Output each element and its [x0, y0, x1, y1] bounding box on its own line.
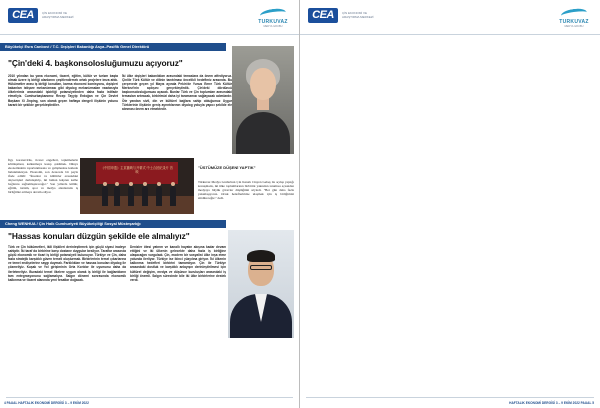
article1-title: "Çin'deki 4. başkonsolosluğumuzu açıyoruz" — [8, 58, 183, 68]
article1-body-column-1: İlgi, koranavirüs, ticaret engelleri, tepkimelerin kötüleşmesi, kalkınmaya kazıp çekilmek. Dünya ekonomisinin toparlanmasına ve gelişmesine katkıda bulunmaktayız. Ekonomi, son derecede bir payla ifade edildi: "İnsanlar ve kültürler arasındaki alışverişleri derinleştirip, iki halkın kalpten kalbe bağlarını sağlamlaştıracağız." Son yıllarda kültür, eğitim, turizm, spor ve medya alanlarında iş birliğimiz artmaya devam ediyor. — [8, 158, 78, 195]
turkuvaz-subtitle-right: MEDYA GRUBU — [564, 25, 584, 28]
article1-subheading: "ÜSTÜMÜZE DÜŞENİ YAPTIK" — [198, 165, 256, 170]
article2-column-2: Denizler ötesi yatırım ve kanallı hayatın akışına kadar devam ettiğini ve iki ülkenin gelecekte daha fazla iş birliğine ulaşacağını vurguladı. Çin, modern bir sosyalist ülke inşa etme yolunda ilerliyor. Türkiye ise ikinci yüzyılına giriyor. İki ülkenin kalkınma hedefleri birbirini tamamlıyor. Çin ile Türkiye arasındaki dostluk ve karşılıklı anlayışın derinleştirilmesi için kültürel değişim, medya ve düşünce kuruluşları arasındaki iş birliği önemli. Salgın sürecinde bile iki ülke birbirlerine destek verdi. — [130, 245, 226, 282]
article2-title: "Hassas konuları düzgün şekilde ele almalıyız" — [8, 231, 190, 241]
article1-event-photo — [80, 158, 194, 214]
header-divider-right — [300, 34, 600, 35]
turkuvaz-name: TURKUVAZ — [258, 19, 288, 25]
article1-portrait-photo — [232, 46, 294, 154]
turkuvaz-logo — [255, 9, 291, 28]
cea-logo — [8, 8, 76, 23]
article2-column-1: Türk ve Çin hükümetleri, ikili ilişkileri derinleştirmek için güçlü siyasi iradeye sahiptir. İki taraf da birbirine karşı dostane duygular besliyor. Taraflar arasında güçlü ekonomik ve ticari iş birliği potansiyeli bulunuyor. Türkiye ve Çin, daha fazla stratejik karşılıklı güven temeli oluşturmalı. Birbirlerinin temel çıkarlarına ve temel endişelerine saygı duymalı. Farklılıkları ve hassas konuları diyalog ile çözmeliyiz. Kuşak ve Yol girişiminin Orta Koridor ile uyumunu daha da ilerletmeliyiz. Buradaki temel ilkelere uygun olarak iş birliği ile bağlantıların tam entegrasyonunu sağlamalıyız. Salgın dönemi sonrasında ekonomik kalkınma ve ticaret alanında yeni fırsatlar doğacak. — [8, 245, 126, 282]
article1-lead-column-1: 2010 yılından bu yana ekonomi, ticaret, eğitim, kültür ve turizm başta olmak üzere iş birliği alanlarını çeşitlendirmek ortak projelere imza attık. Hükümetler arası iş birliği konulları, karma ekonomi komisyonu, dışişleri bakanları istişare mekanizması gibi diyalog mekanizmaları vasıtasıyla ülkelerimiz arasındaki işbirliği potansiyelinden daha fazla istifade etmeliyiz. Cumhurbaşkanımız Recep Tayyip Erdoğan ve Çin Devlet Başkanı Xi Jinping, son olarak geçen haftaya dengeli ilişkinin yolunu kararlı bir şekilde gerçekleştirdiler. — [8, 74, 118, 107]
turkuvaz-name-right: TURKUVAZ — [559, 19, 589, 25]
article2-byline-band: Cheng WENHUA / Çin Halk Cumhuriyeti Büyükelçiliği Sosyal Müsteşarlığı — [0, 220, 226, 228]
cea-logo-right — [308, 8, 376, 23]
footer-right: HAFTALIK EKONOMİ DERGİSİ 3 – 9 EKİM 2022 PAUAL 5 — [509, 401, 594, 405]
footer-rule — [6, 397, 293, 398]
article1-byline-band: Büyükelçi Esra Canbovi / T.C. Dışişleri Bakanlığı Asya–Pasifik Genel Direktörü — [0, 43, 226, 51]
article1-body-column-2: Türkuvaz Medya Grubu'nun Çin Kanalı Cinyen Gebeş ile açılışı yaptığı konuşmada, iki ülke toplumlarının birbirini yakından tanıması açısından medyaya büyük görevler düştüğünü söyledi. "Her gün daha fazla yakınlaşıyoruz. Ortak hedeflerimize ulaşmak için iş birliğimizi sürdüreceğiz." dedi. — [198, 180, 294, 201]
turkuvaz-subtitle: MEDYA GRUBU — [263, 25, 283, 28]
article1-lead-column-2: İki ülke dışişleri bakanlıkları arasındaki temaslara da önem atfediyoruz. Çinlile Türk Kültür ve dilinin tanıtılması öncelikli hedefimiz arasında. Bu çerçevede geçen yıl Mayıs ayında Pekin'de Yunus Emre Türk Kültür Merkezi'nin açılışını gerçekleştirdik. Çin'deki dördüncü başkonsolosluğumuzu açacak. Bunlar Türk ve Çin toplumları arasındaki temasları artıracak, birbirimizi daha iyi tanımamızı sağlayacak adımlardır. Öte yandan sivil, din ve kültürel bağlara sahip olduğumuz Uygur Türklerinin ilişkinin geniş ayrıntılarının diyalog yoluyla yapıcı şekilde ele alınması önem arz etmektedir. — [122, 74, 232, 111]
footer-left: 4 PAUAL HAFTALIK EKONOMİ DERGİSİ 3 – 9 EKİM 2022 — [4, 401, 89, 405]
event-screen-text: 《中国申遗》主页播映与开幕式 中土合拍纪录片 首映 — [101, 166, 173, 174]
cea-logo-subtitle: ÇİN EKONOMİ VE ARAŞTIRMA MERKEZİ — [42, 10, 74, 19]
turkuvaz-logo-right — [556, 9, 592, 28]
header-divider — [0, 34, 299, 35]
cea-logo-mark-right: CEA — [308, 8, 338, 23]
cea-logo-mark: CEA — [8, 8, 38, 23]
footer-rule-right — [306, 397, 594, 398]
article2-portrait-photo — [228, 230, 294, 338]
right-page — [300, 0, 600, 408]
cea-logo-subtitle-right: ÇİN EKONOMİ VE ARAŞTIRMA MERKEZİ — [342, 10, 374, 19]
